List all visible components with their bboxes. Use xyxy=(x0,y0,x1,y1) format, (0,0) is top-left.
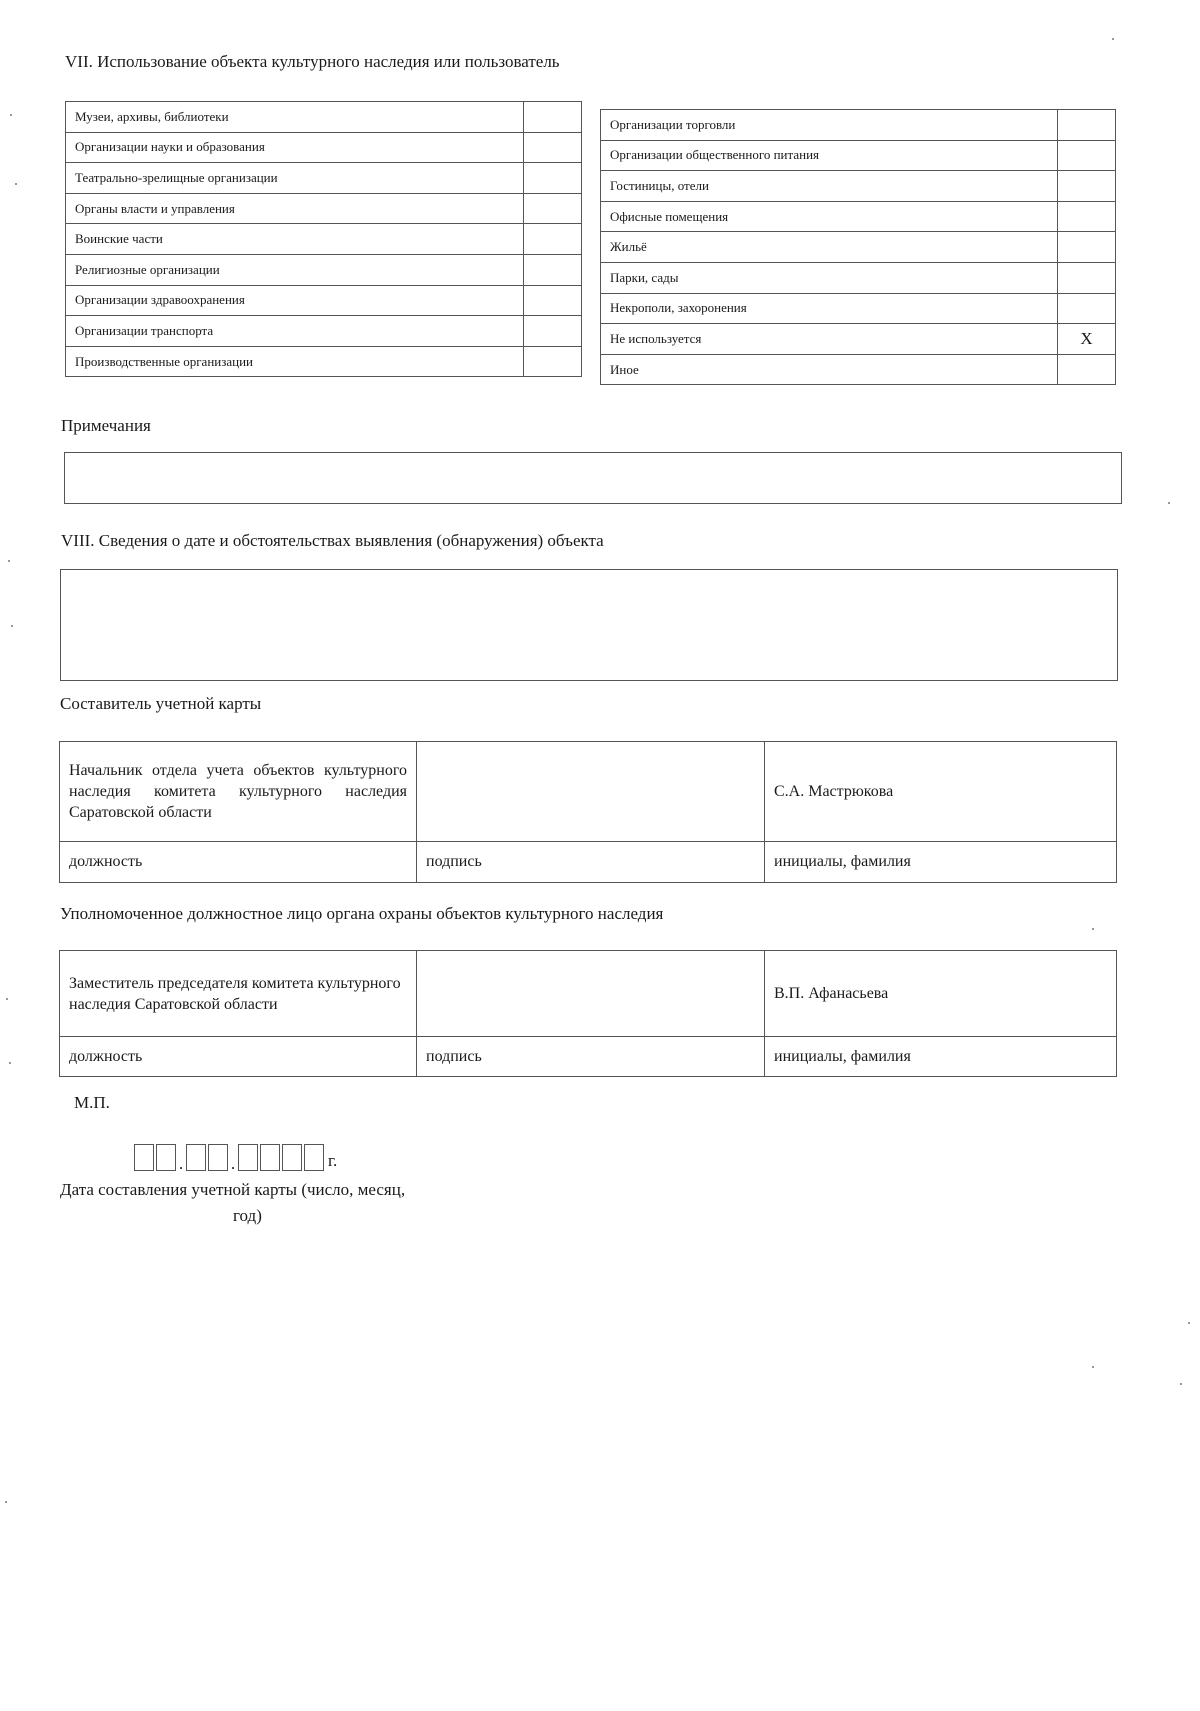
usage-checkbox[interactable] xyxy=(524,132,582,163)
date-year-digit-4[interactable] xyxy=(304,1144,324,1171)
official-caption-signature: подпись xyxy=(417,1037,765,1077)
usage-label: Организации общественного питания xyxy=(601,140,1058,171)
section8-title: VIII. Сведения о дате и обстоятельствах выявления (обнаружения) объекта xyxy=(61,531,604,550)
scan-speck xyxy=(6,998,8,1000)
usage-row xyxy=(601,262,1116,293)
usage-checkbox[interactable] xyxy=(1058,262,1116,293)
usage-checkbox[interactable] xyxy=(524,102,582,133)
official-signature-table xyxy=(59,950,1117,1077)
compiler-signature-table xyxy=(59,741,1117,883)
usage-checkbox[interactable] xyxy=(524,316,582,347)
official-name: В.П. Афанасьева xyxy=(765,951,1117,1037)
usage-checkbox[interactable] xyxy=(524,224,582,255)
date-year-suffix: г. xyxy=(328,1151,338,1170)
scan-speck xyxy=(8,560,10,562)
usage-row xyxy=(66,316,582,347)
official-signature-cell[interactable] xyxy=(417,951,765,1037)
usage-label: Организации торговли xyxy=(601,110,1058,141)
usage-label: Театрально-зрелищные организации xyxy=(66,163,524,194)
date-month-digit-1[interactable] xyxy=(186,1144,206,1171)
usage-row xyxy=(66,224,582,255)
usage-row xyxy=(66,132,582,163)
usage-label: Гостиницы, отели xyxy=(601,171,1058,202)
compiler-caption-position: должность xyxy=(60,842,417,883)
compiler-position: Начальник отдела учета объектов культурного наследия комитета культурного наследия Саратовской области xyxy=(60,742,417,842)
scan-speck xyxy=(1188,1322,1190,1324)
date-day-digit-2[interactable] xyxy=(156,1144,176,1171)
compiler-signature-cell[interactable] xyxy=(417,742,765,842)
usage-label: Некрополи, захоронения xyxy=(601,293,1058,324)
notes-field[interactable] xyxy=(64,452,1122,504)
stamp-label: М.П. xyxy=(74,1093,110,1112)
scan-speck xyxy=(15,183,17,185)
usage-checkbox[interactable]: X xyxy=(1058,324,1116,355)
date-separator: . xyxy=(230,1154,236,1173)
official-caption-name: инициалы, фамилия xyxy=(765,1037,1117,1077)
usage-label: Религиозные организации xyxy=(66,254,524,285)
official-caption-position: должность xyxy=(60,1037,417,1077)
usage-label: Жильё xyxy=(601,232,1058,263)
date-input[interactable] xyxy=(134,1141,337,1171)
date-year-digit-3[interactable] xyxy=(282,1144,302,1171)
usage-row xyxy=(66,285,582,316)
scan-speck xyxy=(1168,502,1170,504)
usage-table-right xyxy=(600,109,1116,385)
date-year-digit-2[interactable] xyxy=(260,1144,280,1171)
usage-label: Организации здравоохранения xyxy=(66,285,524,316)
scan-speck xyxy=(11,625,13,627)
discovery-value xyxy=(61,570,1117,582)
usage-label: Парки, сады xyxy=(601,262,1058,293)
usage-label: Производственные организации xyxy=(66,346,524,377)
usage-label: Не используется xyxy=(601,324,1058,355)
usage-checkbox[interactable] xyxy=(524,346,582,377)
compiler-caption-name: инициалы, фамилия xyxy=(765,842,1117,883)
usage-row xyxy=(66,254,582,285)
usage-checkbox[interactable] xyxy=(1058,201,1116,232)
usage-label: Офисные помещения xyxy=(601,201,1058,232)
scan-speck xyxy=(1180,1383,1182,1385)
discovery-field[interactable] xyxy=(60,569,1118,681)
official-title: Уполномоченное должностное лицо органа охраны объектов культурного наследия xyxy=(60,904,664,923)
scan-speck xyxy=(5,1501,7,1503)
notes-title: Примечания xyxy=(61,416,151,435)
usage-checkbox[interactable] xyxy=(1058,171,1116,202)
usage-row xyxy=(66,102,582,133)
usage-row xyxy=(601,354,1116,385)
usage-row xyxy=(66,193,582,224)
usage-row xyxy=(66,163,582,194)
date-year-digit-1[interactable] xyxy=(238,1144,258,1171)
usage-label: Иное xyxy=(601,354,1058,385)
scan-speck xyxy=(1092,928,1094,930)
usage-table-left xyxy=(65,101,582,377)
usage-checkbox[interactable] xyxy=(1058,232,1116,263)
usage-label: Воинские части xyxy=(66,224,524,255)
date-caption-line1: Дата составления учетной карты (число, месяц, xyxy=(60,1180,406,1199)
date-caption-line2: год) xyxy=(233,1206,262,1225)
section7-title: VII. Использование объекта культурного наследия или пользователь xyxy=(65,52,560,71)
usage-checkbox[interactable] xyxy=(1058,354,1116,385)
scan-speck xyxy=(1112,38,1114,40)
usage-checkbox[interactable] xyxy=(524,254,582,285)
notes-value xyxy=(65,453,1121,465)
usage-checkbox[interactable] xyxy=(1058,293,1116,324)
usage-label: Музеи, архивы, библиотеки xyxy=(66,102,524,133)
usage-checkbox[interactable] xyxy=(524,163,582,194)
compiler-caption-signature: подпись xyxy=(417,842,765,883)
compiler-name: С.А. Мастрюкова xyxy=(765,742,1117,842)
usage-row xyxy=(601,324,1116,355)
scan-speck xyxy=(9,1062,11,1064)
usage-row xyxy=(601,110,1116,141)
usage-checkbox[interactable] xyxy=(524,193,582,224)
usage-row xyxy=(601,171,1116,202)
scan-speck xyxy=(1092,1366,1094,1368)
official-position: Заместитель председателя комитета культурного наследия Саратовской области xyxy=(60,951,417,1037)
usage-checkbox[interactable] xyxy=(524,285,582,316)
usage-row xyxy=(601,140,1116,171)
usage-label: Организации транспорта xyxy=(66,316,524,347)
date-separator: . xyxy=(178,1154,184,1173)
compiler-title: Составитель учетной карты xyxy=(60,694,262,713)
usage-row xyxy=(66,346,582,377)
usage-checkbox[interactable] xyxy=(1058,140,1116,171)
scan-speck xyxy=(10,114,12,116)
usage-row xyxy=(601,293,1116,324)
usage-checkbox[interactable] xyxy=(1058,110,1116,141)
usage-row xyxy=(601,232,1116,263)
usage-label: Организации науки и образования xyxy=(66,132,524,163)
usage-row xyxy=(601,201,1116,232)
date-day-digit-1[interactable] xyxy=(134,1144,154,1171)
usage-label: Органы власти и управления xyxy=(66,193,524,224)
date-month-digit-2[interactable] xyxy=(208,1144,228,1171)
